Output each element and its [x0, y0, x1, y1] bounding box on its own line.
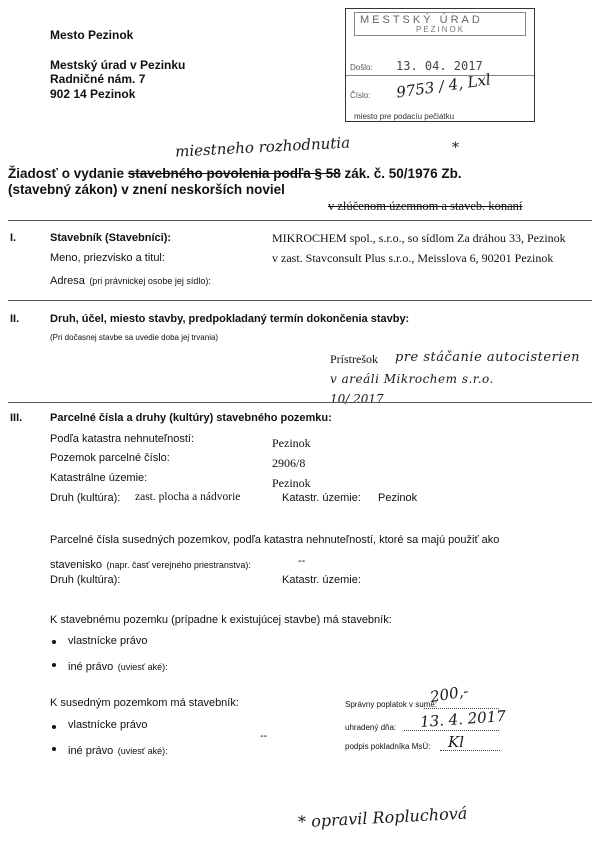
divider-1 — [8, 220, 592, 221]
city-name: Mesto Pezinok — [50, 28, 134, 42]
parcel-row-value: Pezinok — [272, 436, 311, 450]
divider-3 — [8, 402, 592, 403]
parcel-row-value: Pezinok — [272, 476, 311, 490]
katastr-label: Katastr. územie: — [282, 492, 361, 504]
title-star: * — [452, 140, 459, 156]
office-name: Mestský úrad v Pezinku — [50, 58, 186, 72]
stamp-received-date: 13. 04. 2017 — [396, 59, 483, 73]
stamp-title: MESTSKÝ ÚRAD — [360, 14, 483, 26]
rights-question: K stavebnému pozemku (prípadne k existujúcej stavbe) má stavebník: — [50, 614, 392, 626]
option-other-label: iné právo — [68, 661, 114, 673]
stamp-received-label: Došlo: — [350, 63, 373, 72]
section1-value-line1: MIKROCHEM spol., s.r.o., so sídlom Za dráhou 33, Pezinok — [272, 231, 566, 245]
title-suffix: zák. č. 50/1976 Zb. — [340, 166, 462, 181]
stamp-divider — [346, 75, 534, 76]
section1-value-line2: v zast. Stavconsult Plus s.r.o., Meisslova 6, 90201 Pezinok — [272, 251, 554, 265]
form-title-line2: (stavebný zákon) v znení neskorších noviel — [8, 182, 285, 197]
form-title-line1 — [8, 166, 462, 181]
stamp-number-value: 9753 / 4, Lxl — [395, 70, 492, 102]
bullet-icon — [52, 725, 56, 729]
title-handwritten-insert: miestneho rozhodnutia — [174, 133, 351, 161]
section1-address-note: (pri právnickej osobe jej sídlo): — [89, 276, 211, 286]
parcel-row-label: Podľa katastra nehnuteľností: — [50, 433, 195, 445]
section2-note: (Pri dočasnej stavbe sa uvedie doba jej trvania) — [50, 333, 219, 342]
section2-handwritten-1: pre stáčanie autocisterien — [395, 350, 581, 365]
section1-address-label-group — [50, 271, 211, 289]
section2-handwritten-3: 10/ 2017 — [330, 392, 384, 406]
druh2-label: Druh (kultúra): — [50, 574, 121, 586]
parcel-row-label: Katastrálne územie: — [50, 472, 148, 484]
title-struck-line: v zlúčenom územnom a staveb. konaní — [328, 199, 523, 213]
neighbors-dash: -- — [298, 555, 306, 567]
katastr-value: Pezinok — [378, 492, 418, 504]
option-other-note: (uviesť aké): — [117, 662, 168, 672]
title-prefix: Žiadosť o vydanie — [8, 166, 128, 181]
neighbors-text-line2 — [50, 555, 251, 573]
section1-number: I. — [10, 232, 17, 244]
bullet-icon — [52, 663, 56, 667]
paid-date-underline — [404, 730, 499, 731]
option-other-neighbor-label: iné právo — [68, 745, 114, 757]
option-ownership-neighbor: vlastnícke právo — [68, 719, 148, 731]
fee-value: 200,- — [428, 681, 470, 707]
katastr2-label: Katastr. územie: — [282, 574, 361, 586]
section2-handwritten-2: v areáli Mikrochem s.r.o. — [330, 372, 494, 386]
bullet-icon — [52, 747, 56, 751]
stamp-number-label: Číslo: — [350, 91, 371, 100]
stamp-place-label: miesto pre podacíu pečiatku — [354, 112, 455, 121]
druh-value: zast. plocha a nádvorie — [135, 491, 241, 503]
cashier-sign-label: podpis pokladníka MsÚ: — [345, 742, 431, 751]
option-other-right-neighbor — [68, 741, 168, 759]
bullet-icon — [52, 640, 56, 644]
paid-date-value: 13. 4. 2017 — [419, 707, 507, 731]
neighbors-text-line1: Parcelné čísla susedných pozemkov, podľa katastra nehnuteľností, ktoré sa majú použiť ako — [50, 534, 500, 546]
office-stamp — [345, 8, 535, 122]
office-street: Radničné nám. 7 — [50, 72, 146, 86]
option-ownership: vlastnícke právo — [68, 635, 148, 647]
handwritten-footnote: * opravil Ropluchová — [297, 803, 468, 832]
paid-date-label: uhradený dňa: — [345, 723, 397, 732]
neighbors-stavenisko: stavenisko — [50, 559, 102, 571]
section2-number: II. — [10, 313, 20, 325]
cashier-signature: Kl — [448, 733, 465, 751]
neighbors-note: (napr. časť verejného priestranstva): — [106, 560, 251, 570]
section2-heading: Druh, účel, miesto stavby, predpokladaný termín dokončenia stavby: — [50, 313, 410, 325]
title-struck: stavebného povolenia podľa § 58 — [127, 166, 341, 181]
section2-typed-value: Prístrešok — [330, 352, 378, 366]
parcel-row-label: Pozemok parcelné číslo: — [50, 452, 170, 464]
section1-name-label: Meno, priezvisko a titul: — [50, 252, 165, 264]
option-other-neighbor-note: (uviesť aké): — [117, 746, 168, 756]
section1-address-label: Adresa — [50, 275, 85, 287]
neighbor-dash: -- — [260, 730, 268, 742]
option-other-right — [68, 657, 168, 675]
section1-heading: Stavebník (Stavebníci): — [50, 232, 172, 244]
neighbor-rights-question: K susedným pozemkom má stavebník: — [50, 697, 239, 709]
druh-label: Druh (kultúra): — [50, 492, 121, 504]
fee-label: Správny poplatok v sume: — [345, 700, 438, 709]
stamp-subtitle: PEZINOK — [416, 25, 466, 34]
divider-2 — [8, 300, 592, 301]
section3-heading: Parcelné čísla a druhy (kultúry) stavebného pozemku: — [50, 412, 332, 424]
parcel-row-value: 2906/8 — [272, 456, 306, 470]
section3-number: III. — [10, 412, 23, 424]
office-zip-city: 902 14 Pezinok — [50, 87, 136, 101]
